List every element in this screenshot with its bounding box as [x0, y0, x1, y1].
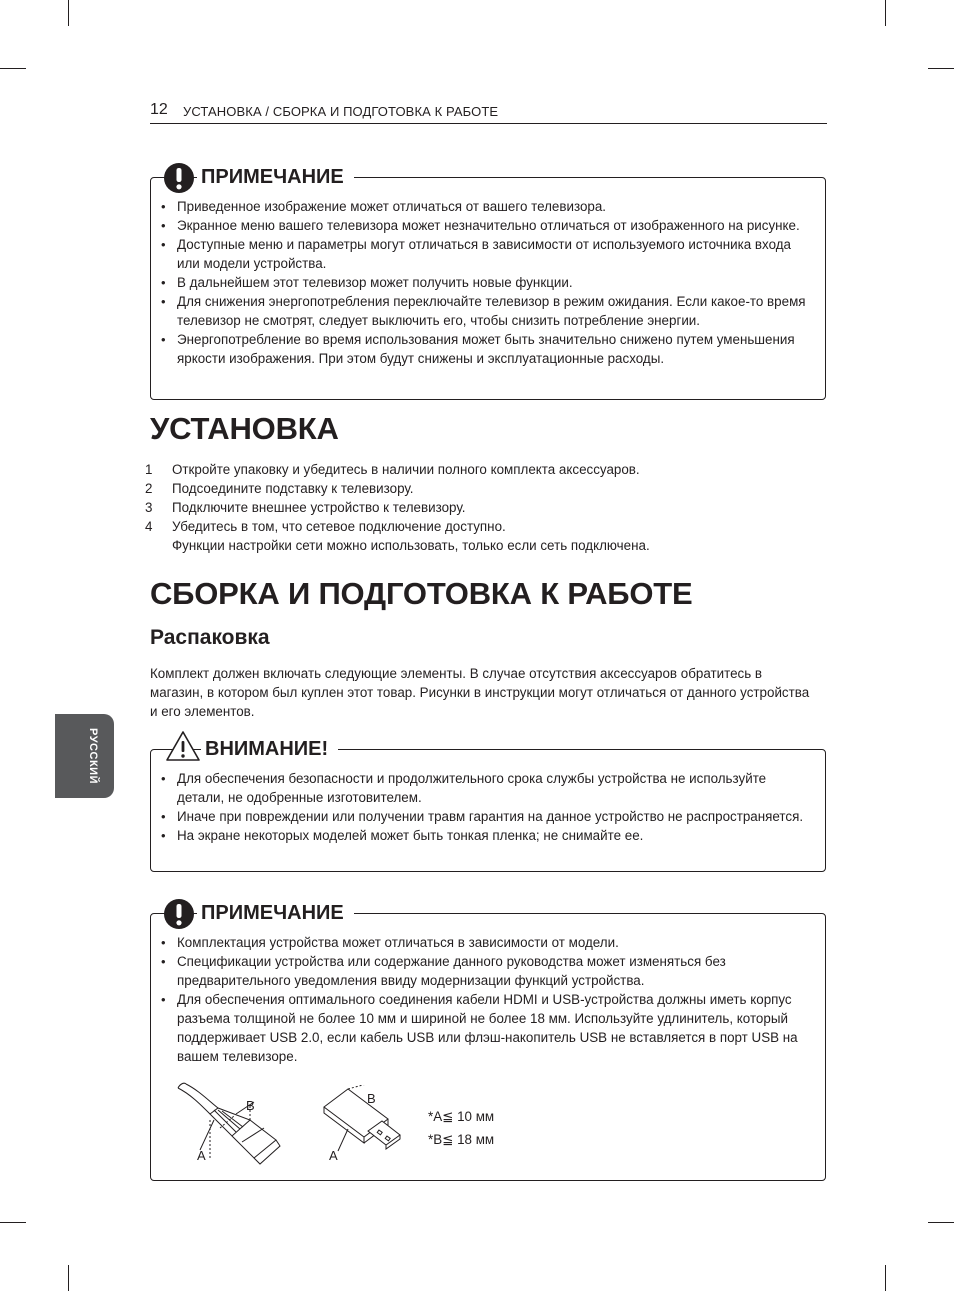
- dimension-label-a: A: [197, 1148, 206, 1163]
- unpacking-paragraph: Комплект должен включать следующие элементы. В случае отсутствия аксессуаров обратитесь в магазин, в котором был куплен этот товар. Рисунки в инструкции могут отличаться от данного устройства и его элементов.: [150, 666, 810, 719]
- spec-b: *B≦ 18 мм: [428, 1132, 495, 1147]
- language-tab: [55, 714, 114, 798]
- crop-mark: [0, 1222, 26, 1223]
- list-item: • Для обеспечения оптимального соединения кабели HDMI и USB-устройства должны иметь корпус разъема толщиной не более 10 мм и шириной не более 18 мм. Используйте удлинитель, который поддерживает USB 2.0, если кабель USB или флэш-накопитель USB не вставляется в порт USB на вашем телевизоре.: [159, 990, 815, 1066]
- crop-mark: [928, 68, 954, 69]
- step-item: [145, 460, 825, 479]
- warning-triangle-icon: [165, 730, 201, 762]
- exclamation-circle-icon: [163, 162, 195, 194]
- dimension-label-b: B: [367, 1091, 376, 1106]
- dimension-label-b: B: [246, 1098, 255, 1113]
- language-label: РУССКИЙ: [87, 728, 99, 784]
- list-item: • Для снижения энергопотребления переключайте телевизор в режим ожидания. Если какое-то время телевизор не смотрят, следует выключить его, чтобы снизить потребление энергии.: [159, 292, 815, 330]
- note-title: ПРИМЕЧАНИЕ: [197, 902, 354, 925]
- step-number: 2: [145, 481, 153, 496]
- step-text: Убедитесь в том, что сетевое подключение доступно.: [172, 519, 506, 534]
- assembly-heading: СБОРКА И ПОДГОТОВКА К РАБОТЕ: [150, 576, 693, 611]
- list-item: • На экране некоторых моделей может быть тонкая пленка; не снимайте ее.: [159, 826, 815, 845]
- list-item: • В дальнейшем этот телевизор может получить новые функции.: [159, 273, 815, 292]
- hdmi-connector-illustration: [170, 1080, 300, 1170]
- crop-mark: [885, 1265, 886, 1291]
- note-title: ПРИМЕЧАНИЕ: [197, 166, 354, 189]
- section-breadcrumb: УСТАНОВКА / СБОРКА И ПОДГОТОВКА К РАБОТЕ: [183, 104, 499, 119]
- step-text: Откройте упаковку и убедитесь в наличии полного комплекта аксессуаров.: [172, 462, 640, 477]
- step-note: Функции настройки сети можно использовать, только если сеть подключена.: [172, 538, 650, 553]
- caution-box: [150, 738, 826, 872]
- unpacking-subheading: Распаковка: [150, 626, 270, 649]
- step-item: [145, 517, 825, 536]
- list-item: • Для обеспечения безопасности и продолжительного срока службы устройства не используйте детали, не одобренные изготовителем.: [159, 769, 815, 807]
- step-item: [145, 479, 825, 498]
- step-text: Подсоедините подставку к телевизору.: [172, 481, 414, 496]
- crop-mark: [68, 1265, 69, 1291]
- list-item: • Приведенное изображение может отличаться от вашего телевизора.: [159, 197, 815, 216]
- crop-mark: [928, 1222, 954, 1223]
- exclamation-circle-icon: [163, 898, 195, 930]
- note-list: [159, 933, 815, 1066]
- page-header: [150, 101, 827, 124]
- step-number: 1: [145, 462, 153, 477]
- list-item: • Экранное меню вашего телевизора может незначительно отличаться от изображенного на рисунке.: [159, 216, 815, 235]
- list-item: • Иначе при повреждении или получении травм гарантия на данное устройство не распространяется.: [159, 807, 815, 826]
- list-item: • Спецификации устройства или содержание данного руководства может изменяться без предварительного уведомления ввиду модернизации функций устройства.: [159, 952, 815, 990]
- note-box: [150, 166, 826, 400]
- crop-mark: [68, 0, 69, 26]
- step-number: 3: [145, 500, 153, 515]
- caution-title: ВНИМАНИЕ!: [201, 738, 338, 761]
- step-item: [145, 498, 825, 517]
- spec-a: *A≦ 10 мм: [428, 1109, 495, 1124]
- crop-mark: [0, 68, 26, 69]
- installation-heading: УСТАНОВКА: [150, 411, 339, 446]
- page-number: 12: [150, 101, 168, 118]
- step-text: Подключите внешнее устройство к телевизору.: [172, 500, 466, 515]
- note-list: [159, 197, 815, 368]
- step-number: 4: [145, 519, 153, 534]
- dimension-label-a: A: [329, 1148, 338, 1163]
- crop-mark: [885, 0, 886, 26]
- caution-list: [159, 769, 815, 845]
- list-item: • Энергопотребление во время использования может быть значительно снижено путем уменьшения яркости изображения. При этом будут снижены и эксплуатационные расходы.: [159, 330, 815, 368]
- list-item: • Доступные меню и параметры могут отличаться в зависимости от используемого источника входа или модели устройства.: [159, 235, 815, 273]
- installation-steps: [145, 460, 825, 555]
- list-item: • Комплектация устройства может отличаться в зависимости от модели.: [159, 933, 815, 952]
